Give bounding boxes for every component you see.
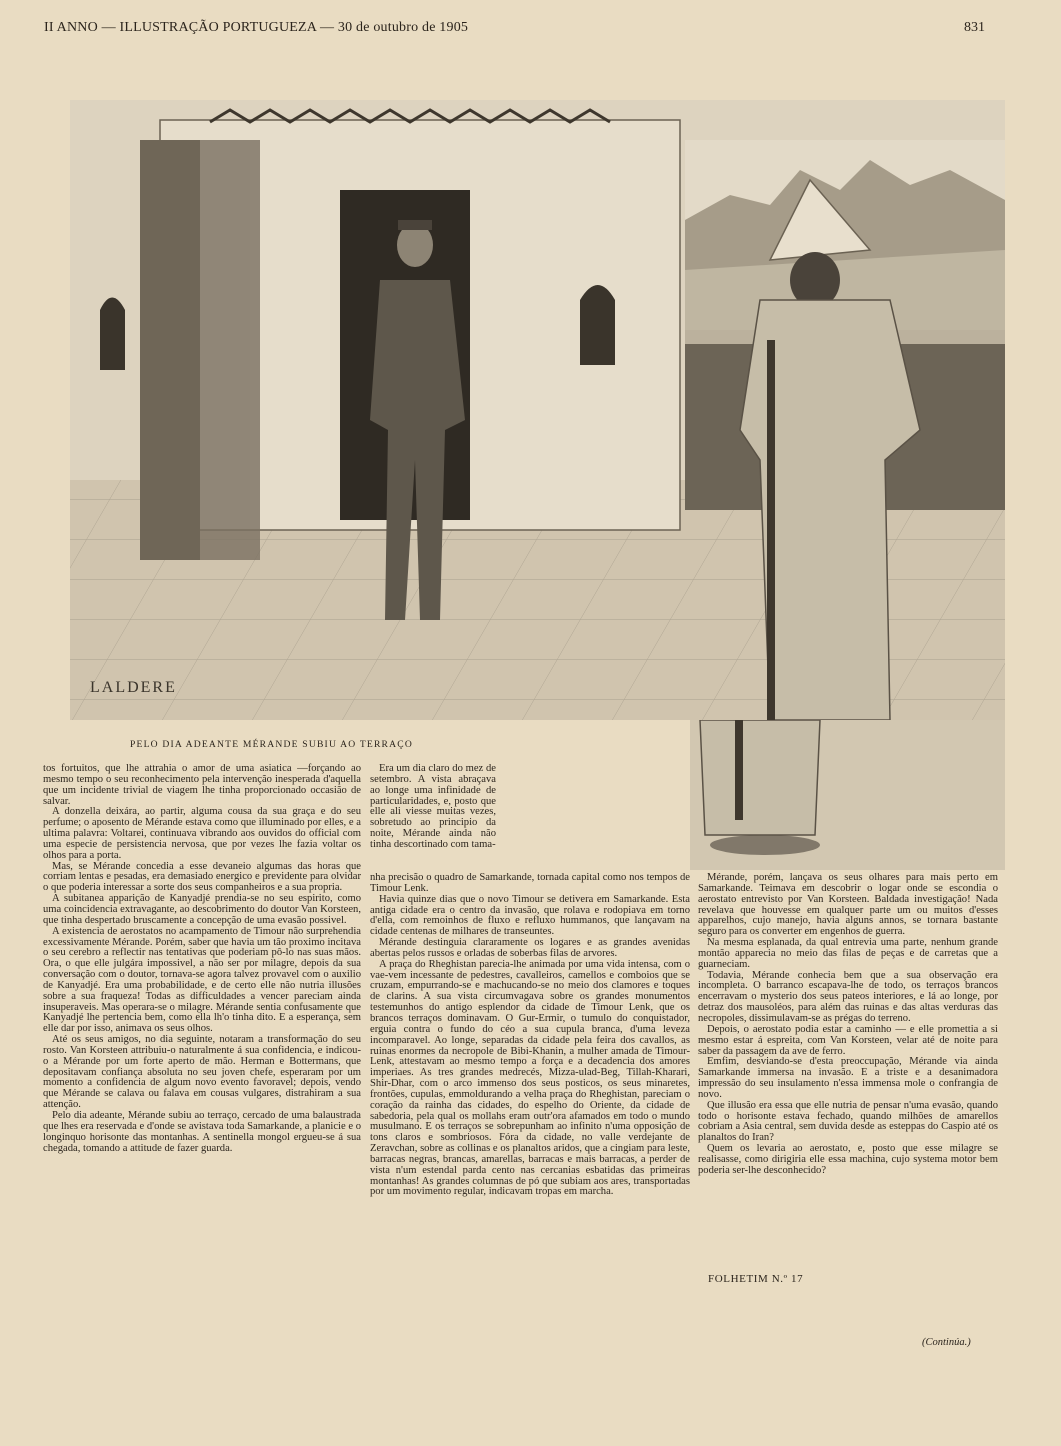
paragraph: Todavia, Mérande conhecia bem que a sua observação era incompleta. O barranco escapava-lhe de todo, os terraços brancos encerravam o mysterio dos seus pateos interiores, e lá ao longe, por detraz dos mausoléos, para além das ruinas e das altas verduras das necropoles, dissimulavam-se as prégas do terreno. <box>698 969 998 1024</box>
artist-signature: LALDERE <box>90 679 177 696</box>
paragraph: Mas, se Mérande concedia a esse devaneio algumas das horas que corriam lentas e pesadas, era demasiado energico e previdente para olvidar o que poderia interessar a sorte dos seus companheiros e a sua propria. <box>43 860 361 894</box>
illustration-drawing-lower <box>690 720 1005 870</box>
page-header <box>44 20 985 40</box>
folhetim-label: FOLHETIM N.º 17 <box>708 1273 804 1285</box>
paragraph: Mérande destinguia clararamente os logares e as grandes avenidas abertas pelos russos e orladas de soberbas filas de arvores. <box>370 937 690 959</box>
text-column-3 <box>698 873 998 1177</box>
paragraph: A donzella deixára, ao partir, alguma cousa da sua graça e do seu perfume; o aposento de Mérande estava como que illuminado por elles, e a ultima palavra: Voltarei, continuava vibrando aos ouvidos do official com uma especie de persistencia nervosa, que por vezes lhe fazia voltar os olhos para a porta. <box>43 806 361 861</box>
paragraph: Depois, o aerostato podia estar a caminho — e elle promettia a si mesmo estar á espreita, com Van Korsteen, velar até de noite para saber da passagem da ave de ferro. <box>698 1023 998 1057</box>
text-column-2-top <box>370 764 496 851</box>
illustration-lower-right <box>690 720 1005 870</box>
paragraph: A subitanea apparição de Kanyadjé prendia-se no seu espirito, como uma coincidencia extravagante, ao descobrimento do doutor Van Korsteen, que tinha despertado bruscamente a concepção de uma evasão possivel. <box>43 893 361 926</box>
illustration-drawing <box>70 100 1005 720</box>
paragraph: Na mesma esplanada, da qual entrevia uma parte, nenhum grande montão apparecia no meio das filas de peças e de carretas que a guarneciam. <box>698 937 998 970</box>
paragraph: Pelo dia adeante, Mérande subiu ao terraço, cercado de uma balaustrada que lhes era reservada e d'onde se avistava toda Samarkande, a planicie e o longinquo horisonte das montanhas. A sentinella mongol ergueu-se á sua chegada, tomando a attitude de fazer guarda. <box>43 1110 361 1154</box>
illustration <box>70 100 1005 720</box>
paragraph: tos fortuitos, que lhe attrahia o amor de uma asiatica —forçando ao mesmo tempo o seu reconhecimento pela intervenção inesperada d'aquella que um incidente trivial de viagem lhe tinha proporcionado occasião de salvar. <box>43 763 361 807</box>
paragraph: Que illusão era essa que elle nutria de pensar n'uma evasão, quando todo o horisonte estava fechado, quando milhões de amarellos cobriam a Asia central, sem duvida desde as esteppas do Caspio até os planaltos do Iran? <box>698 1099 998 1144</box>
paragraph: nha precisão o quadro de Samarkande, tornada capital como nos tempos de Timour Lenk. <box>370 872 690 894</box>
continued-note: (Continúa.) <box>922 1337 971 1348</box>
paragraph: Quem os levaria ao aerostato, e, posto que esse milagre se realisasse, como dirigiria elle essa machina, cujo systema motor bem poderia ser-lhe desconhecido? <box>698 1143 998 1176</box>
running-title: II ANNO — ILLUSTRAÇÃO PORTUGUEZA — 30 de outubro de 1905 <box>44 20 469 35</box>
paragraph: Havia quinze dias que o novo Timour se detivera em Samarkande. Esta antiga cidade era o centro da invasão, que rolava e rodopiava em torno d'ella, com remoinhos de fluxo e refluxo hummanos, que lançavam na cidade centenas de milhares de transeuntes. <box>370 893 690 938</box>
paragraph: Emfim, desviando-se d'esta preoccupação, Mérande via ainda Samarkande immersa na invasão. E a triste e a desanimadora impressão do seu insulamento n'essa immensa mole o confrangia de novo. <box>698 1056 998 1100</box>
paragraph: Mérande, porém, lançava os seus olhares para mais perto em Samarkande. Teimava em descobrir o logar onde se escondia o aerostato entrevisto por Van Korsteen. Baldada investigação! Nada revelava que houvesse em qualquer parte um ou muitos d'esses apparelhos, cujo manejo, havia alguns annos, se tornara bastante seguro para os converter em engenhos de guerra. <box>698 872 998 938</box>
page-number: 831 <box>964 20 985 35</box>
figure-caption: PELO DIA ADEANTE MÉRANDE SUBIU AO TERRAÇO <box>130 739 414 750</box>
paragraph: A praça do Rheghistan parecia-lhe animada por uma vida intensa, com o vae-vem incessante de pedestres, cavalleiros, camellos e comboios que se cruzam, empurrando-se e machucando-se no meio dos clamores e toques de clarins. A sua vista circumvagava sobre os grandes monumentos testemunhos do antigo esplendor da cidade de Timour Lenk, que os brancos terraços dominavam. O Gur-Ermir, o tumulo do conquistador, erguia contra o fundo do céo a sua cupula branca, d'uma leveza incomparavel. Ao longe, separadas da cidade pela feira dos cavallos, as ruinas enormes da necropole de Bibi-Khanin, a mulher amada de Timour-Lenk, attestavam ao mesmo tempo a força e a decadencia dos amores imperiaes. As tres grandes medrecés, Mizza-ulad-Beg, Tillah-Kharari, Shir-Dhar, com o arco immenso dos seus posticos, os seus minaretes, frontões, cupulas, emmoldurando a velha praça do Rheghistan, pareciam o coração da rainha das cidades, do espelho do Oriente, da cidade de sabedoria, pela qual os mollahs eram outr'ora afamados em todo o mundo musulmano. E os terraços se sobrepunham ao infinito n'uma opposição de tons claros e sombriosos. Fóra da cidade, no valle verdejante de Zeravchan, sobre as collinas e os planaltos aridos, que a cingiam para leste, barracas negras, brancas, amarellas, barracas e mais barracas, a perder de vista n'um estendal parda cento nas cercanias esbatidas das primeiras montanhas! As grandes columnas de pó que subiam aos ares, transportadas por um movimento regular, indicavam tropas em marcha. <box>370 958 690 1198</box>
paragraph: Era um dia claro do mez de setembro. A vista abraçava ao longe uma infinidade de particularidades, e, posto que elle ali viesse muitas vezes, sobretudo ao principio da noite, Mérande ainda não tinha descortinado com tama- <box>370 763 496 850</box>
text-column-1 <box>43 764 361 1154</box>
text-column-2 <box>370 873 690 1198</box>
paragraph: Até os seus amigos, no dia seguinte, notaram a transformação do seu rosto. Van Korsteen attribuiu-o naturalmente á sua confidencia, e indicou-o a Mérande por um forte aperto de mão. Herman e Bottermans, que depositavam confiança absoluta no seu joven chefe, esperaram por um momento a confidencia de algum novo evento favoravel; depois, vendo que Mérande se calava ou falava em cousas vulgares, distrahiram a sua attenção. <box>43 1034 361 1111</box>
paragraph: A existencia de aerostatos no acampamento de Timour não surprehendia excessivamente Mérande. Porém, saber que havia um tão proximo incitava o seu cerebro a reflectir nas tentativas que poderiam pô-lo nas suas mãos. Ora, o que elle julgára impossivel, a não ser por milagre, depois da sua conversação com o doutor, tornava-se agora talvez provavel com o auxilio de Kanyadjé. Era uma probabilidade, e de certo elle não nutria illusões sobre a sua fraqueza! Todas as difficuldades a vencer pareciam ainda insuperaveis. Mas operara-se o milagre. Mérande sentia confusamente que Kanyadjé lhe pertencia bem, como ella lh'o tinha dito. E a esperança, sem elle dar por isso, animava os seus olhos. <box>43 925 361 1035</box>
